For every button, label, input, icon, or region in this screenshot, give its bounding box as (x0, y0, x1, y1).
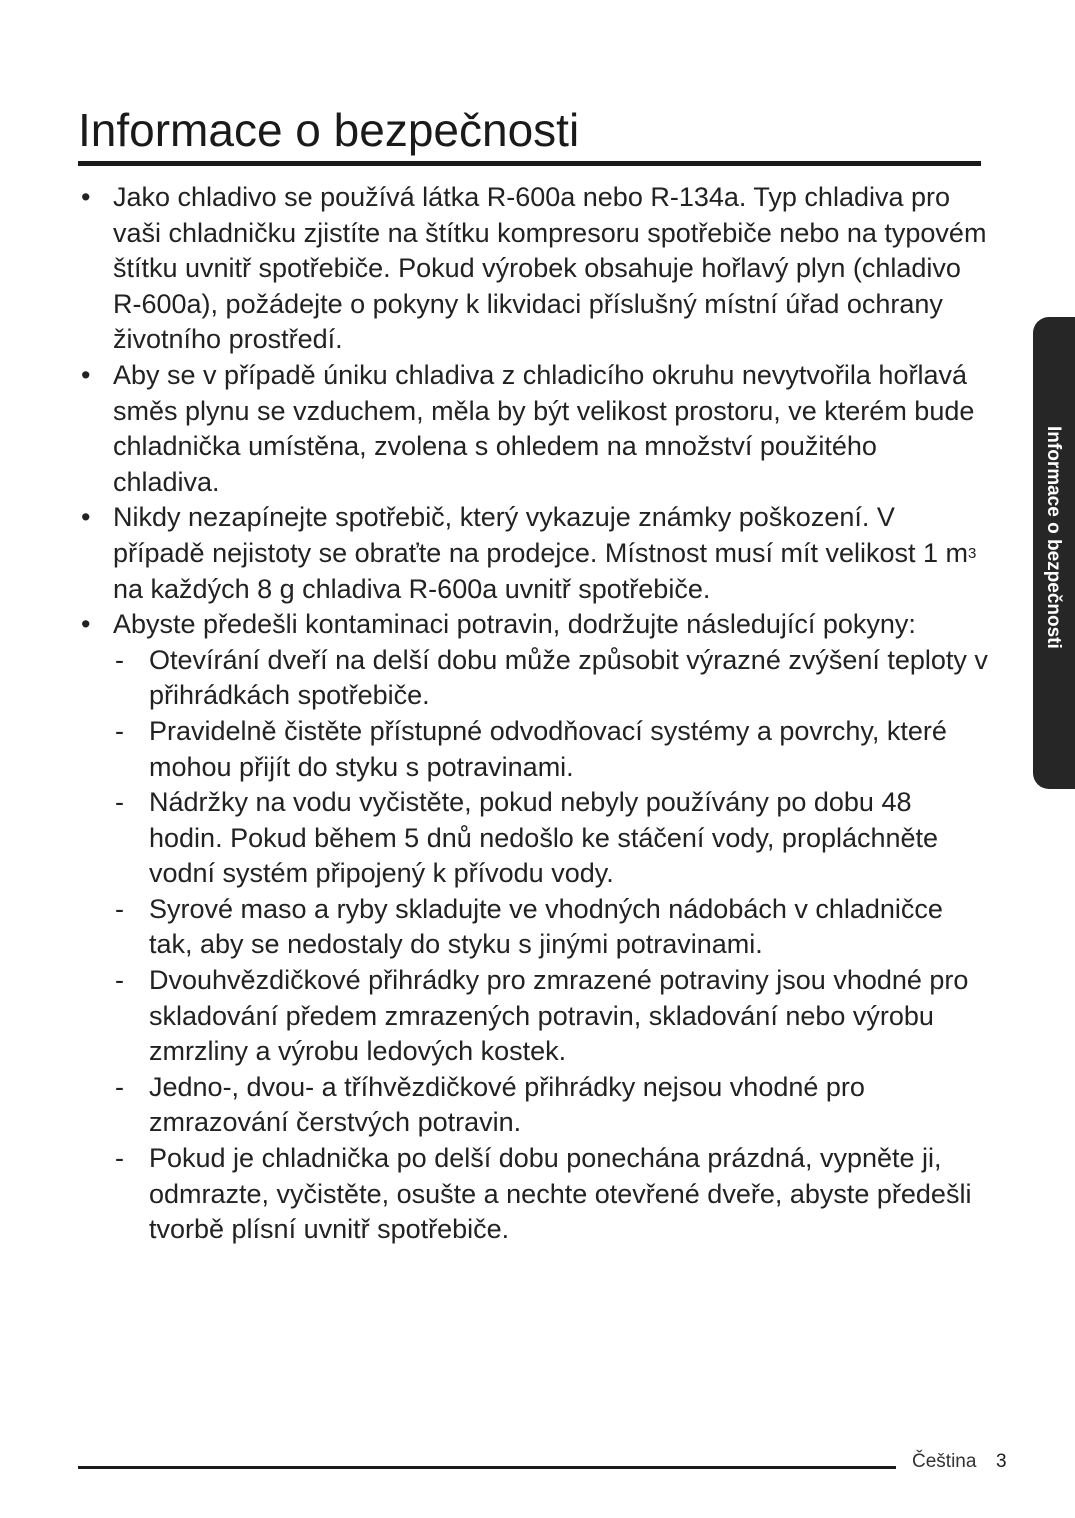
sub-item-text: Pokud je chladnička po delší dobu ponechána prázdná, vypněte ji, odmrazte, vyčistěte, osušte a nechte otevřené dveře, abyste předešli tvorbě plísní uvnitř spotřebiče. (149, 1143, 972, 1245)
sub-item-text: Syrové maso a ryby skladujte ve vhodných nádobách v chladničce tak, aby se nedostaly do styku s jinými potravinami. (149, 893, 943, 960)
bullet-text: Abyste předešli kontaminaci potravin, dodržujte následující pokyny: (113, 609, 916, 640)
sub-list (113, 643, 988, 1248)
sub-item-text: Jedno-, dvou- a tříhvězdičkové přihrádky nejsou vhodné pro zmrazování čerstvých potravin. (149, 1071, 865, 1138)
bullet-item-refrigerant-type (78, 180, 988, 358)
superscript-cubed: 3 (968, 544, 977, 562)
dash-marker: - (115, 644, 124, 675)
sub-item-text: Pravidelně čistěte přístupné odvodňovací systémy a povrchy, které mohou přijít do styku s potravinami. (149, 715, 947, 782)
dash-marker: - (115, 787, 124, 818)
footer-rule (78, 1466, 896, 1469)
dash-marker: - (115, 1071, 124, 1102)
sub-item (113, 963, 988, 1070)
sub-item (113, 892, 988, 963)
bullet-text: Jako chladivo se používá látka R-600a nebo R-134a. Typ chladiva pro vaši chladničku zjistíte na štítku kompresoru spotřebiče nebo na typovém štítku uvnitř spotřebiče. Pokud výrobek obsahuje hořlavý plyn (chladivo R-600a), požádejte o pokyny k likvidaci příslušný místní úřad ochrany životního prostředí. (113, 182, 987, 355)
sub-item-text: Otevírání dveří na delší dobu může způsobit výrazné zvýšení teploty v přihrádkách spotřebiče. (149, 644, 988, 711)
bullet-text-part: Nikdy nezapínejte spotřebič, který vykazuje známky poškození. V případě nejistoty se obraťte na prodejce. Místnost musí mít velikost 1 m (113, 502, 969, 568)
page-number: 3 (996, 1451, 1007, 1472)
page-title: Informace o bezpečnosti (78, 104, 580, 156)
bullet-item-food-contamination (78, 607, 988, 1248)
bullet-list (78, 180, 988, 1248)
bullet-marker: • (81, 609, 91, 640)
bullet-item-room-size (78, 358, 988, 500)
dash-marker: - (115, 893, 124, 924)
sub-item (113, 785, 988, 892)
sub-item-text: Nádržky na vodu vyčistěte, pokud nebyly používány po dobu 48 hodin. Pokud během 5 dnů nedošlo ke stáčení vody, propláchněte vodní systém připojený k přívodu vody. (149, 787, 939, 889)
bullet-text-part: na každých 8 g chladiva R-600a uvnitř spotřebiče. (113, 573, 711, 604)
dash-marker: - (115, 1143, 124, 1174)
footer-language: Čeština (912, 1451, 977, 1472)
sub-item (113, 643, 988, 714)
bullet-text (113, 502, 976, 603)
sub-item-text: Dvouhvězdičkové přihrádky pro zmrazené potraviny jsou vhodné pro skladování předem zmrazených potravin, skladování nebo výrobu zmrzliny a výrobu ledových kostek. (149, 965, 969, 1067)
sub-item (113, 714, 988, 785)
dash-marker: - (115, 965, 124, 996)
bullet-marker: • (81, 502, 91, 533)
bullet-text: Aby se v případě úniku chladiva z chladicího okruhu nevytvořila hořlavá směs plynu se vzduchem, měla by být velikost prostoru, ve kterém bude chladnička umístěna, zvolena s ohledem na množství použitého chladiva. (113, 359, 975, 497)
sub-item (113, 1070, 988, 1141)
safety-content (78, 180, 988, 1248)
bullet-marker: • (81, 359, 91, 390)
side-tab-label: Informace o bezpečnosti (1043, 426, 1064, 649)
bullet-marker: • (81, 182, 91, 212)
title-underline (78, 161, 981, 166)
bullet-item-damaged-appliance (78, 500, 988, 607)
dash-marker: - (115, 715, 124, 746)
sub-item (113, 1141, 988, 1248)
